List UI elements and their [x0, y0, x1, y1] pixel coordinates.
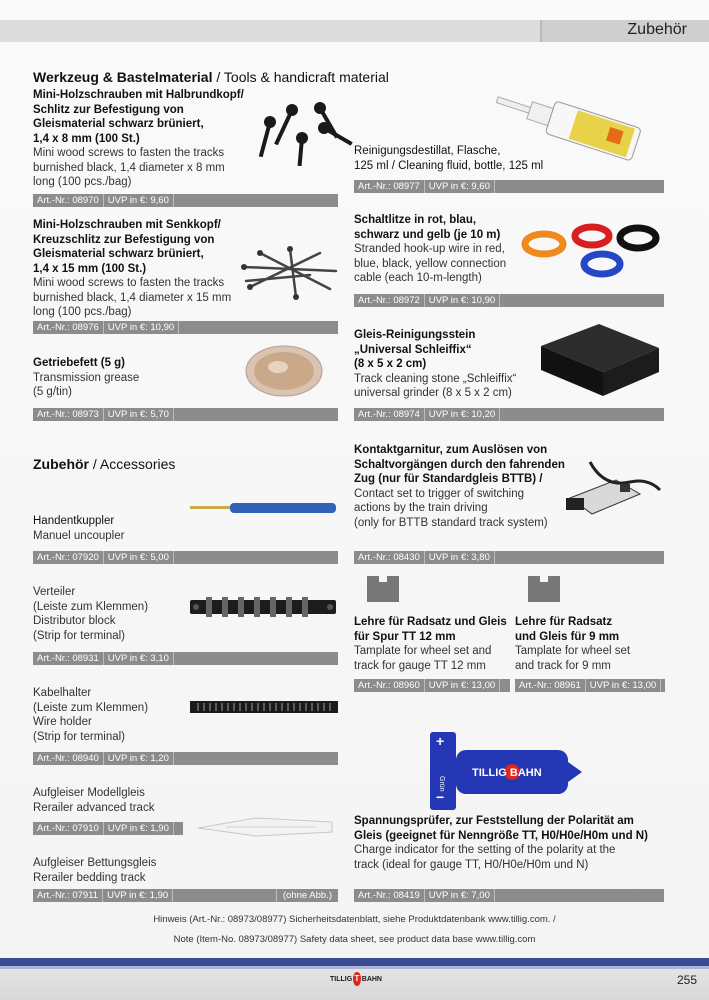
section-tools-de: Werkzeug & Bastelmaterial [33, 69, 213, 85]
price: UVP in €: 10,90 [425, 294, 500, 307]
page-title: Zubehör [627, 21, 687, 38]
art-number: Art.-Nr.: 08430 [354, 551, 425, 564]
bar-spacer [173, 889, 276, 902]
grease-tin-image [244, 343, 324, 398]
item-name-de: Gleis-Reinigungsstein „Universal Schleiffix“ (8 x 5 x 2 cm) [354, 329, 476, 370]
art-number: Art.-Nr.: 08970 [33, 194, 104, 207]
price-bar-08940 [33, 752, 338, 765]
item-name: Aufgleiser Modellgleis Rerailer advanced track [33, 787, 155, 814]
price: UVP in €: 5,70 [104, 408, 174, 421]
item-wire-holder [33, 686, 193, 744]
footer-stripe-light [0, 966, 709, 969]
cleaning-stone-image [537, 320, 661, 398]
item-name-de: Mini-Holzschrauben mit Halbrundkopf/ Schlitz zur Befestigung von Gleismaterial schwarz brüniert, 1,4 x 8 mm (100 St.) [33, 89, 244, 145]
screws-round-image [258, 98, 338, 168]
wire-holder-image [190, 699, 338, 715]
price-bar-07911 [33, 889, 338, 902]
page-number: 255 [676, 973, 697, 987]
price: UVP in €: 7,00 [425, 889, 495, 902]
art-number: Art.-Nr.: 08419 [354, 889, 425, 902]
item-name: Aufgleiser Bettungsgleis Rerailer bedding track [33, 857, 157, 884]
item-rerailer-bedding [33, 856, 233, 885]
footer-hint-de: Hinweis (Art.-Nr.: 08973/08977) Sicherheitsdatenblatt, siehe Produktdatenbank www.tillig.com. / [153, 914, 556, 925]
price: UVP in €: 10,20 [425, 408, 500, 421]
logo-right: BAHN [361, 975, 382, 983]
item-name-de: Reinigungsdestillat, Flasche, 125 ml / Cleaning fluid, bottle, 125 ml [354, 145, 544, 172]
price: UVP in €: 13,00 [586, 679, 661, 692]
art-number: Art.-Nr.: 08960 [354, 679, 425, 692]
gauge-9-image [526, 572, 562, 606]
art-number: Art.-Nr.: 08974 [354, 408, 425, 421]
contact-set-image [560, 458, 664, 522]
price-bar-08973 [33, 408, 338, 421]
item-voltage-tester [354, 814, 674, 872]
tester-plus-label: + [436, 733, 445, 749]
tester-brand-label: TILLIG BAHN [472, 767, 542, 779]
rerailer-image [196, 812, 336, 842]
art-number: Art.-Nr.: 07910 [33, 822, 104, 835]
screws-countersunk-image [240, 245, 340, 305]
item-name-en: Stranded hook-up wire in red, blue, black, yellow connection cable (each 10-m-length) [354, 243, 507, 284]
price-bar-07910 [33, 822, 183, 835]
item-name-en: Contact set to trigger of switching actions by the train driving (only for BTTB standard track system) [354, 487, 548, 529]
price: UVP in €: 1,20 [104, 752, 174, 765]
item-hookup-wire [354, 213, 524, 286]
price: UVP in €: 1,90 [103, 889, 173, 902]
item-screws-countersunk [33, 218, 248, 320]
item-grease [33, 356, 233, 400]
item-screws-round [33, 88, 248, 190]
tester-side-label: Grün [438, 776, 445, 792]
price: UVP in €: 9,60 [425, 180, 495, 193]
price: UVP in €: 10,90 [104, 321, 179, 334]
item-name-de: Mini-Holzschrauben mit Senkkopf/ Kreuzschlitz zur Befestigung von Gleismaterial schwarz brüniert, 1,4 x 15 mm (100 St.) [33, 219, 221, 275]
price-bar-08976 [33, 321, 338, 334]
item-name-en: Tamplate for wheel set and track for gauge TT 12 mm [354, 645, 492, 672]
item-name-de: Kontaktgarnitur, zum Auslösen von Schaltvorgängen durch den fahrenden Zug (nur für Standardgleis BTTB) / [354, 444, 565, 485]
item-name-de: Handentkuppler [33, 515, 115, 527]
item-name-en: Mini wood screws to fasten the tracks burnished black, 1,4 diameter x 15 mm long (100 pcs./bag) [33, 277, 232, 318]
distributor-block-image [190, 596, 336, 618]
item-contact-set [354, 443, 584, 530]
footer-hint-en: Note (Item-No. 08973/08977) Safety data sheet, see product data base www.tillig.com [173, 934, 536, 945]
item-uncoupler [33, 514, 183, 543]
item-name-de: Schaltlitze in rot, blau, schwarz und gelb (je 10 m) [354, 214, 501, 241]
art-number: Art.-Nr.: 08976 [33, 321, 104, 334]
item-name-de: Lehre für Radsatz und Gleis für Spur TT 12 mm [354, 616, 507, 643]
price: UVP in €: 1,90 [104, 822, 174, 835]
art-number: Art.-Nr.: 07911 [33, 889, 103, 902]
item-name-en: Charge indicator for the setting of the polarity at the track (ideal for gauge TT, H0/H0e/H0m und N) [354, 844, 616, 871]
section-accessories-de: Zubehör [33, 456, 89, 472]
section-accessories-en: Accessories [99, 456, 176, 472]
tillig-logo [330, 971, 382, 987]
price-bar-08974 [354, 408, 664, 421]
price-bar-07920 [33, 551, 338, 564]
item-distributor [33, 585, 193, 643]
price-bar-08960 [354, 679, 510, 692]
logo-left: TILLIG [330, 975, 353, 983]
item-name-en: Tamplate for wheel set and track for 9 mm [515, 645, 631, 672]
item-gauge-9 [515, 615, 675, 673]
art-number: Art.-Nr.: 07920 [33, 551, 104, 564]
price: UVP in €: 5,00 [104, 551, 174, 564]
gauge-tt-image [365, 572, 401, 606]
price-bar-08972 [354, 294, 664, 307]
item-name-en: Track cleaning stone „Schleiffix“ universal grinder (8 x 5 x 2 cm) [354, 372, 517, 399]
section-tools-sep: / [212, 69, 224, 85]
item-cleaning-stone [354, 328, 554, 401]
section-tools-title [33, 69, 389, 85]
item-name-en: Manuel uncoupler [33, 529, 125, 542]
logo-disc: T [353, 972, 361, 986]
price-bar-08977 [354, 180, 664, 193]
price-bar-08931 [33, 652, 338, 665]
footer-stripe [0, 958, 709, 966]
art-number: Art.-Nr.: 08961 [515, 679, 586, 692]
item-name-de: Spannungsprüfer, zur Feststellung der Polarität am Gleis (geeignet für Nenngröße TT, H0/H0e/H0m und N) [354, 815, 648, 842]
section-accessories-title [33, 456, 175, 472]
voltage-tester-image [426, 730, 586, 812]
uncoupler-image [190, 500, 340, 516]
price: UVP in €: 3,10 [104, 652, 174, 665]
section-tools-en: Tools & handicraft material [223, 69, 389, 85]
section-accessories-sep: / [89, 456, 100, 472]
price-bar-08961 [515, 679, 665, 692]
art-number: Art.-Nr.: 08973 [33, 408, 104, 421]
price-bar-08430 [354, 551, 664, 564]
item-name: Verteiler (Leiste zum Klemmen) Distributor block (Strip for terminal) [33, 586, 149, 642]
price: UVP in €: 13,00 [425, 679, 500, 692]
price: UVP in €: 3,80 [425, 551, 495, 564]
no-image-note: (ohne Abb.) [276, 889, 338, 902]
item-name-de: Getriebefett (5 g) [33, 357, 126, 369]
item-gauge-tt [354, 615, 514, 673]
item-rerailer-model [33, 786, 203, 815]
item-cleaning-fluid [354, 144, 654, 173]
tester-minus-label: − [436, 789, 445, 805]
hookup-wire-coils-image [520, 218, 662, 284]
item-name: Kabelhalter (Leiste zum Klemmen) Wire holder (Strip for terminal) [33, 687, 149, 743]
art-number: Art.-Nr.: 08977 [354, 180, 425, 193]
price: UVP in €: 9,60 [104, 194, 174, 207]
price-bar-08970 [33, 194, 338, 207]
art-number: Art.-Nr.: 08931 [33, 652, 104, 665]
art-number: Art.-Nr.: 08940 [33, 752, 104, 765]
item-name-en: Transmission grease (5 g/tin) [33, 371, 140, 398]
art-number: Art.-Nr.: 08972 [354, 294, 425, 307]
item-name-de: Lehre für Radsatz und Gleis für 9 mm [515, 616, 620, 643]
price-bar-08419 [354, 889, 664, 902]
item-name-en: Mini wood screws to fasten the tracks burnished black, 1,4 diameter x 8 mm long (100 pcs./bag) [33, 147, 225, 188]
